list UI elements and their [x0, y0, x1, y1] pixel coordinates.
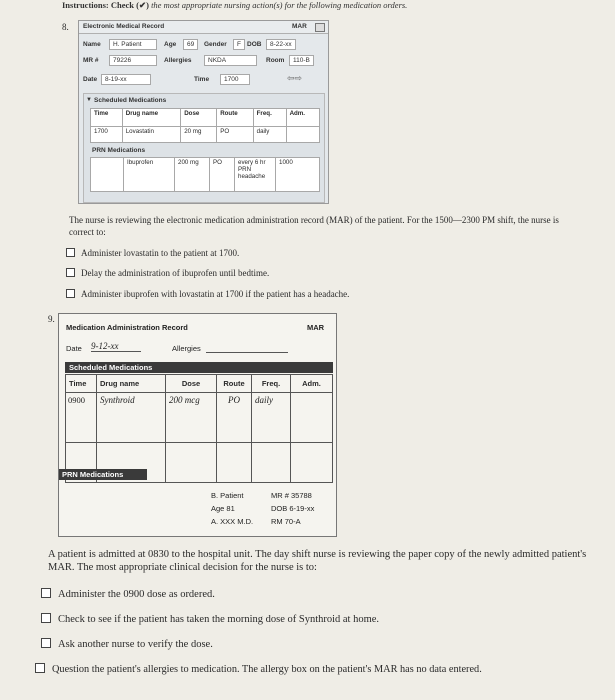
col-drug: Drug name	[97, 375, 166, 393]
cell-drug: Lovastatin	[122, 127, 180, 143]
question-9-number: 9.	[48, 314, 55, 324]
cell-empty	[217, 443, 252, 483]
mar-label: MAR	[307, 323, 325, 332]
cell-route: PO	[210, 158, 235, 192]
q9-option-3-label: Ask another nurse to verify the dose.	[58, 639, 213, 650]
mar-allergies-label: Allergies	[172, 344, 201, 353]
col-freq: Freq.	[253, 109, 286, 127]
cell-dose: 200 mcg	[166, 393, 217, 443]
table-row	[91, 158, 320, 192]
q8-option-3[interactable]	[66, 289, 349, 299]
cell-time: 1700	[91, 127, 123, 143]
col-route: Route	[217, 109, 253, 127]
cell-empty	[291, 443, 333, 483]
checkbox[interactable]	[66, 248, 75, 257]
q8-option-2[interactable]	[66, 268, 269, 278]
q9-option-2[interactable]	[41, 613, 379, 625]
emr-scheduled-header-row	[91, 109, 320, 127]
cell-freq: daily	[253, 127, 286, 143]
q9-option-4[interactable]	[35, 663, 482, 675]
col-freq: Freq.	[252, 375, 291, 393]
cell-empty	[166, 443, 217, 483]
paper-mar	[58, 313, 337, 537]
emr-collapse-icon[interactable]: ▼	[86, 97, 92, 103]
checkbox[interactable]	[66, 268, 75, 277]
emr-room-value: 110-B	[289, 55, 314, 66]
mar-date-value: 9-12-xx	[91, 341, 141, 352]
mar-allergies-blank	[206, 352, 288, 353]
checkbox[interactable]	[41, 588, 51, 598]
cell-adm[interactable]: 1000	[276, 158, 320, 192]
emr-allergies-value: NKDA	[204, 55, 257, 66]
emr-title-bar	[79, 21, 328, 34]
emr-name-value: H. Patient	[109, 39, 157, 50]
instructions	[62, 0, 407, 11]
q9-option-3[interactable]	[41, 638, 213, 650]
emr-mr-label: MR #	[83, 57, 99, 64]
emr-gender-label: Gender	[204, 41, 227, 48]
cell-route: PO	[217, 127, 253, 143]
instructions-text: the most appropriate nursing action(s) for the following medication orders.	[151, 0, 408, 10]
mar-patient-name: B. Patient	[211, 491, 244, 500]
cell-drug: Synthroid	[97, 393, 166, 443]
q9-option-2-label: Check to see if the patient has taken the morning dose of Synthroid at home.	[58, 614, 380, 625]
col-dose: Dose	[166, 375, 217, 393]
emr-gender-value: F	[233, 39, 245, 50]
checkbox[interactable]	[66, 289, 75, 298]
instructions-prefix: Instructions: Check (✔)	[62, 0, 152, 10]
q8-option-3-label: Administer ibuprofen with lovastatin at 1700 if the patient has a headache.	[81, 289, 350, 299]
mar-header-row	[66, 375, 333, 393]
mar-dob: DOB 6-19-xx	[271, 504, 315, 513]
emr-med-panel	[83, 93, 325, 203]
col-time: Time	[66, 375, 97, 393]
q8-option-2-label: Delay the administration of ibuprofen until bedtime.	[81, 268, 270, 278]
question-9-stem: A patient is admitted at 0830 to the hospital unit. The day shift nurse is reviewing the paper copy of the newly admitted patient's MAR. The most appropriate clinical decision for the nurse is to:	[48, 549, 587, 573]
emr-scheduled-table	[90, 108, 320, 143]
cell-freq: daily	[252, 393, 291, 443]
col-adm: Adm.	[291, 375, 333, 393]
cell-route: PO	[217, 393, 252, 443]
emr-name-label: Name	[83, 41, 101, 48]
mar-mr: MR # 35788	[271, 491, 312, 500]
emr-dob-label: DOB	[247, 41, 262, 48]
question-8-stem: The nurse is reviewing the electronic medication administration record (MAR) of the patient. For the 1500—2300 PM shift, the nurse is correct to:	[69, 215, 559, 237]
emr-prn-header: PRN Medications	[92, 147, 146, 154]
checkbox[interactable]	[35, 663, 45, 673]
table-row	[91, 127, 320, 143]
col-time: Time	[91, 109, 123, 127]
col-dose: Dose	[181, 109, 217, 127]
cell-time: 0900	[66, 393, 97, 443]
table-row	[66, 393, 333, 443]
cell-drug: Ibuprofen	[124, 158, 175, 192]
q8-option-1-label: Administer lovastatin to the patient at 1700.	[81, 248, 240, 258]
emr-nav-arrows-icon[interactable]: ⇦⇨	[287, 73, 303, 83]
emr-time-label: Time	[194, 76, 210, 83]
emr-age-value: 69	[183, 39, 198, 50]
q8-option-1[interactable]	[66, 248, 239, 258]
mar-table	[65, 374, 333, 483]
cell-dose: 200 mg	[175, 158, 210, 192]
checkbox[interactable]	[41, 638, 51, 648]
mar-scheduled-header: Scheduled Medications	[65, 362, 333, 373]
checkbox[interactable]	[41, 613, 51, 623]
emr-close-icon[interactable]	[315, 23, 325, 32]
col-drug: Drug name	[122, 109, 180, 127]
cell-time	[91, 158, 124, 192]
emr-mar-label: MAR	[292, 23, 307, 30]
mar-doctor: A. XXX M.D.	[211, 517, 254, 526]
col-route: Route	[217, 375, 252, 393]
emr-room-label: Room	[266, 57, 285, 64]
emr-time-value: 1700	[220, 74, 250, 85]
cell-adm[interactable]	[291, 393, 333, 443]
emr-prn-table	[90, 157, 320, 192]
cell-dose: 20 mg	[181, 127, 217, 143]
emr-scheduled-header: Scheduled Medications	[94, 97, 167, 104]
emr-mr-value: 79226	[109, 55, 157, 66]
emr-date-label: Date	[83, 76, 98, 83]
mar-title: Medication Administration Record	[66, 323, 188, 332]
mar-room: RM 70-A	[271, 517, 301, 526]
cell-adm[interactable]	[286, 127, 319, 143]
q9-option-1[interactable]	[41, 588, 215, 600]
cell-empty	[252, 443, 291, 483]
emr-window	[78, 20, 329, 204]
mar-prn-header: PRN Medications	[59, 469, 147, 480]
mar-age: Age 81	[211, 504, 235, 513]
col-adm: Adm.	[286, 109, 319, 127]
emr-dob-value: 8-22-xx	[266, 39, 296, 50]
question-8-number: 8.	[62, 22, 69, 32]
mar-date-label: Date	[66, 344, 82, 353]
cell-freq: every 6 hr PRN headache	[235, 158, 276, 192]
emr-date-value: 8-19-xx	[101, 74, 151, 85]
emr-age-label: Age	[164, 41, 177, 48]
q9-option-1-label: Administer the 0900 dose as ordered.	[58, 589, 215, 600]
q9-option-4-label: Question the patient's allergies to medication. The allergy box on the patient's MAR has no data entered.	[52, 664, 482, 675]
emr-allergies-label: Allergies	[164, 57, 192, 64]
emr-title: Electronic Medical Record	[83, 23, 165, 30]
